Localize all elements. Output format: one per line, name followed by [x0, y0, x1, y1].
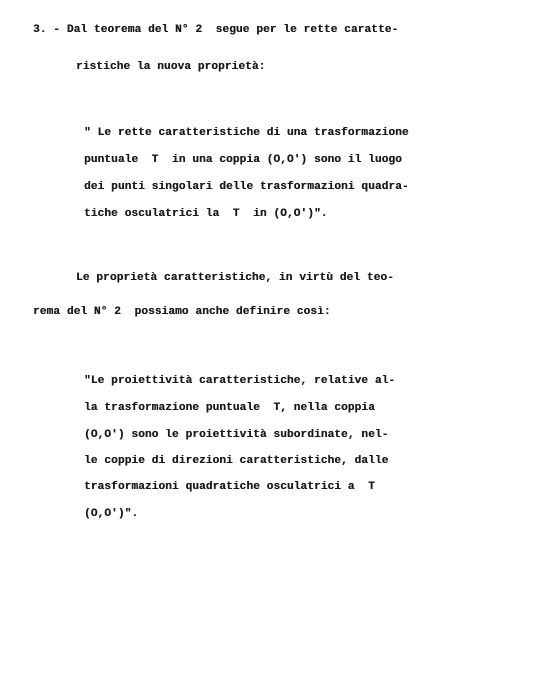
quote-two-line-5: trasformazioni quadratiche osculatrici a T [84, 481, 375, 493]
paragraph-two-line-2: rema del N° 2 possiamo anche definire così: [33, 306, 331, 318]
quote-two-line-3: (O,O') sono le proiettività subordinate, nel- [84, 429, 389, 441]
quote-two-line-4: le coppie di direzioni caratteristiche, dalle [84, 455, 389, 467]
quote-two-line-1: "Le proiettività caratteristiche, relative al- [84, 375, 396, 387]
quote-one-line-1: " Le rette caratteristiche di una trasformazione [84, 127, 409, 139]
section-intro-line-1: 3. - Dal teorema del N° 2 segue per le rette caratte- [33, 24, 399, 36]
quote-one-line-2: puntuale T in una coppia (O,O') sono il luogo [84, 154, 402, 166]
quote-one-line-4: tiche osculatrici la T in (O,O')". [84, 208, 328, 220]
quote-one-line-3: dei punti singolari delle trasformazioni quadra- [84, 181, 409, 193]
quote-two-line-6: (O,O')". [84, 508, 139, 520]
quote-two-line-2: la trasformazione puntuale T, nella coppia [84, 402, 375, 414]
paragraph-two-line-1: Le proprietà caratteristiche, in virtù del teo- [76, 272, 394, 284]
section-intro-line-2: ristiche la nuova proprietà: [76, 61, 266, 73]
